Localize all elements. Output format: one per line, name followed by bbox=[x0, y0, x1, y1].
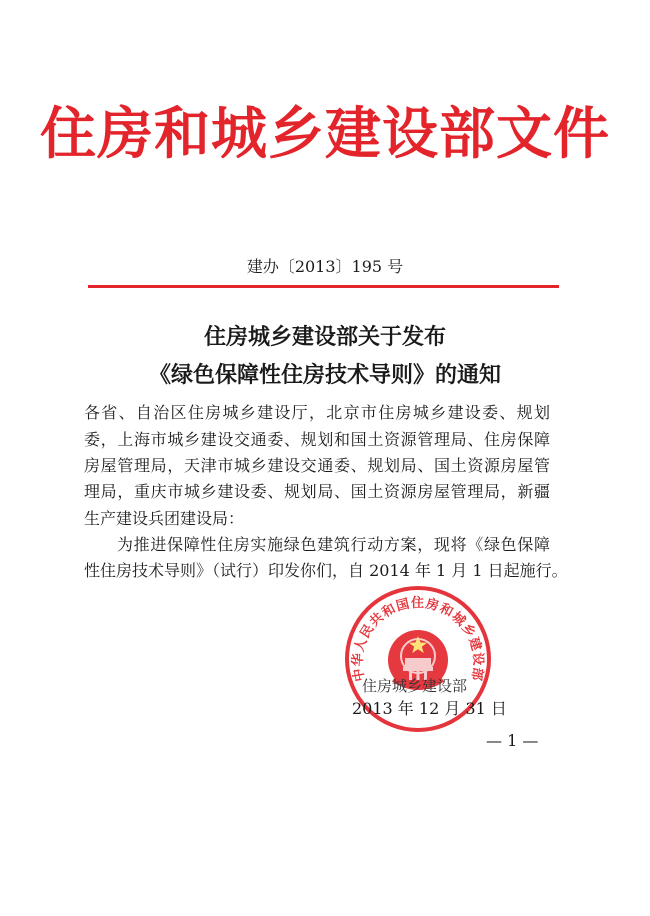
signing-organization: 住房城乡建设部 bbox=[362, 677, 468, 695]
body-paragraph-line: 为推进保障性住房实施绿色建筑行动方案，现将《绿色保障 bbox=[117, 535, 550, 554]
notice-title-line-2: 《绿色保障性住房技术导则》的通知 bbox=[148, 362, 501, 388]
red-divider-rule bbox=[88, 285, 559, 288]
addressee-line: 房屋管理局，天津市城乡建设交通委、规划局、国土资源房屋管 bbox=[84, 456, 550, 475]
notice-title-line-1: 住房城乡建设部关于发布 bbox=[203, 324, 446, 350]
page-number: — 1 — bbox=[486, 731, 539, 750]
seal-ring-text: 中华人民共和国住房和城乡建设部 bbox=[350, 596, 486, 683]
body-paragraph-line: 性住房技术导则》（试行）印发你们，自 2014 年 1 月 1 日起施行。 bbox=[84, 561, 568, 580]
document-header-title: 住房和城乡建设部文件 bbox=[40, 101, 610, 167]
addressee-line: 各省、自治区住房城乡建设厅，北京市住房城乡建设委、规划 bbox=[84, 403, 550, 422]
document-number: 建办〔2013〕195 号 bbox=[246, 257, 404, 276]
addressee-line: 理局，重庆市城乡建设委、规划局、国土资源房屋管理局，新疆 bbox=[84, 482, 550, 501]
addressee-line: 生产建设兵团建设局： bbox=[84, 509, 245, 528]
signing-date: 2013 年 12 月 31 日 bbox=[352, 699, 507, 718]
addressee-line: 委，上海市城乡建设交通委、规划和国土资源管理局、住房保障 bbox=[84, 430, 550, 449]
